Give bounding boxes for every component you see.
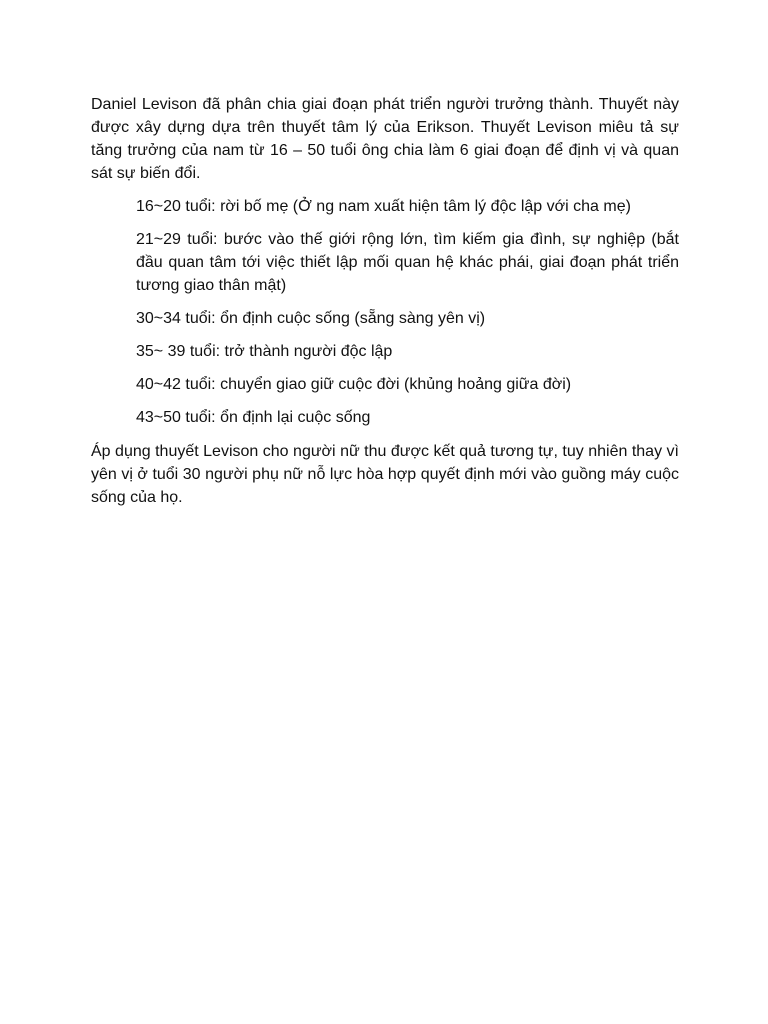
stage-item: 40~42 tuổi: chuyển giao giữ cuộc đời (khủng hoảng giữa đời): [136, 376, 572, 393]
stage-item: 30~34 tuổi: ổn định cuộc sống (sẵng sàng yên vị): [136, 310, 486, 327]
stage-item: 21~29 tuổi: bước vào thế giới rộng lớn, tìm kiếm gia đình, sự nghiệp (bắt đầu quan tâm tới việc thiết lập mối quan hệ khác phái, giai đoạn phát triển tương giao thân mật): [136, 231, 679, 294]
intro-paragraph: Daniel Levison đã phân chia giai đoạn phát triển người trưởng thành. Thuyết này được xây dựng dựa trên thuyết tâm lý của Erikson. Thuyết Levison miêu tả sự tăng trưởng của nam từ 16 – 50 tuổi ông chia làm 6 giai đoạn để định vị và quan sát sự biến đổi.: [91, 96, 679, 182]
stage-item: 35~ 39 tuổi: trở thành người độc lập: [136, 343, 393, 360]
document-body: [91, 93, 679, 509]
outro-paragraph: Áp dụng thuyết Levison cho người nữ thu được kết quả tương tự, tuy nhiên thay vì yên vị ở tuổi 30 người phụ nữ nỗ lực hòa hợp quyết định mới vào guồng máy cuộc sống của họ.: [91, 443, 679, 506]
stage-item: 43~50 tuổi: ổn định lại cuộc sống: [136, 409, 371, 426]
stage-item: 16~20 tuổi: rời bố mẹ (Ở ng nam xuất hiện tâm lý độc lập với cha mẹ): [136, 198, 631, 215]
